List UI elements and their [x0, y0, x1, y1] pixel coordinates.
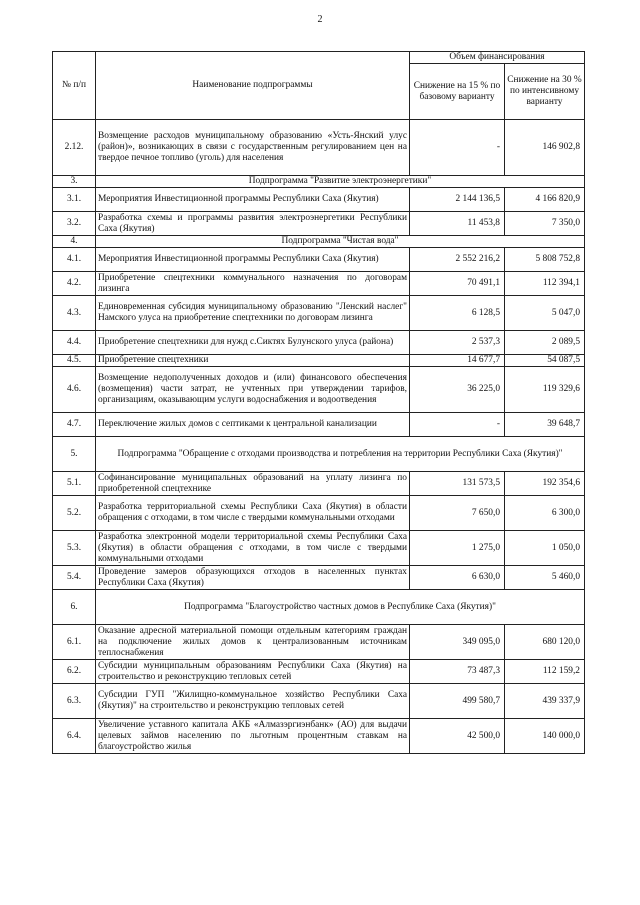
- header-reduction-30: Снижение на 30 % по интенсивному варианту: [505, 64, 585, 120]
- value-reduction-30: 5 047,0: [505, 296, 585, 331]
- table-row: [53, 496, 585, 531]
- row-number: 4.1.: [53, 248, 96, 272]
- value-reduction-30: 39 648,7: [505, 413, 585, 437]
- table-row: [53, 367, 585, 413]
- table-row: [53, 212, 585, 236]
- value-reduction-30: 5 460,0: [505, 566, 585, 590]
- value-reduction-15: 70 491,1: [410, 272, 505, 296]
- row-number: 5.: [53, 437, 96, 472]
- value-reduction-30: 439 337,9: [505, 684, 585, 719]
- value-reduction-15: 73 487,3: [410, 660, 505, 684]
- row-name: Оказание адресной материальной помощи отдельным категориям граждан на подключение жилых домов к централизованным источникам теплоснабжения: [96, 625, 410, 660]
- value-reduction-30: 112 394,1: [505, 272, 585, 296]
- section-title: Подпрограмма "Развитие электроэнергетики": [96, 176, 585, 188]
- row-name: Субсидии ГУП "Жилищно-коммунальное хозяйство Республики Саха (Якутия)" на строительство и реконструкцию тепловых сетей: [96, 684, 410, 719]
- table-row: [53, 188, 585, 212]
- table-row: [53, 531, 585, 566]
- value-reduction-15: 6 630,0: [410, 566, 505, 590]
- row-name: Разработка электронной модели территориальной схемы Республики Саха (Якутия) в области обращения с отходами, в том числе с твердыми коммунальными отходами: [96, 531, 410, 566]
- row-number: 2.12.: [53, 120, 96, 176]
- value-reduction-15: 14 677,7: [410, 355, 505, 367]
- row-number: 3.2.: [53, 212, 96, 236]
- row-name: Мероприятия Инвестиционной программы Республики Саха (Якутия): [96, 188, 410, 212]
- row-number: 6.2.: [53, 660, 96, 684]
- section-title: Подпрограмма "Чистая вода": [96, 236, 585, 248]
- table-row: [53, 684, 585, 719]
- row-name: Единовременная субсидия муниципальному образованию "Ленский наслег" Намского улуса на приобретение спецтехники по договорам лизинга: [96, 296, 410, 331]
- table-row: [53, 625, 585, 660]
- table-row: [53, 472, 585, 496]
- row-number: 5.4.: [53, 566, 96, 590]
- table-row: [53, 413, 585, 437]
- row-number: 6.3.: [53, 684, 96, 719]
- value-reduction-30: 680 120,0: [505, 625, 585, 660]
- table-row: [53, 272, 585, 296]
- row-number: 4.6.: [53, 367, 96, 413]
- row-number: 3.: [53, 176, 96, 188]
- financing-table: [52, 51, 585, 754]
- value-reduction-15: 1 275,0: [410, 531, 505, 566]
- row-name: Разработка схемы и программы развития электроэнергетики Республики Саха (Якутия): [96, 212, 410, 236]
- row-name: Разработка территориальной схемы Республики Саха (Якутия) в области обращения с отходами, в том числе с твердыми коммунальными отходами: [96, 496, 410, 531]
- row-name: Проведение замеров образующихся отходов в населенных пунктах Республики Саха (Якутия): [96, 566, 410, 590]
- table-body: [53, 120, 585, 754]
- value-reduction-15: 2 144 136,5: [410, 188, 505, 212]
- table-row: [53, 355, 585, 367]
- row-number: 5.2.: [53, 496, 96, 531]
- value-reduction-15: 2 537,3: [410, 331, 505, 355]
- value-reduction-15: 11 453,8: [410, 212, 505, 236]
- table-row: [53, 248, 585, 272]
- value-reduction-30: 140 000,0: [505, 719, 585, 754]
- header-reduction-15: Снижение на 15 % по базовому варианту: [410, 64, 505, 120]
- row-number: 4.5.: [53, 355, 96, 367]
- row-number: 5.3.: [53, 531, 96, 566]
- value-reduction-30: 2 089,5: [505, 331, 585, 355]
- row-name: Возмещение расходов муниципальному образованию «Усть-Янский улус (район)», возникающих в связи с государственным регулированием цен на твердое печное топливо (уголь) для населения: [96, 120, 410, 176]
- value-reduction-30: 6 300,0: [505, 496, 585, 531]
- value-reduction-15: 131 573,5: [410, 472, 505, 496]
- header-financing-volume: Объем финансирования: [410, 52, 585, 64]
- value-reduction-30: 146 902,8: [505, 120, 585, 176]
- value-reduction-15: 499 580,7: [410, 684, 505, 719]
- value-reduction-30: 1 050,0: [505, 531, 585, 566]
- row-name: Увеличение уставного капитала АКБ «Алмазэргиэнбанк» (АО) для выдачи целевых займов населению по льготным процентным ставкам на благоустройство жилья: [96, 719, 410, 754]
- row-number: 6.4.: [53, 719, 96, 754]
- row-number: 4.7.: [53, 413, 96, 437]
- table-row: [53, 296, 585, 331]
- row-name: Приобретение спецтехники: [96, 355, 410, 367]
- row-number: 5.1.: [53, 472, 96, 496]
- value-reduction-30: 7 350,0: [505, 212, 585, 236]
- value-reduction-30: 5 808 752,8: [505, 248, 585, 272]
- header-number: № п/п: [53, 52, 96, 120]
- header-subprogram-name: Наименование подпрограммы: [96, 52, 410, 120]
- value-reduction-15: 36 225,0: [410, 367, 505, 413]
- value-reduction-15: 349 095,0: [410, 625, 505, 660]
- row-name: Приобретение спецтехники для нужд с.Сиктях Булунского улуса (района): [96, 331, 410, 355]
- value-reduction-30: 192 354,6: [505, 472, 585, 496]
- table-row: [53, 331, 585, 355]
- row-number: 4.: [53, 236, 96, 248]
- value-reduction-15: 2 552 216,2: [410, 248, 505, 272]
- row-name: Софинансирование муниципальных образований на уплату лизинга по приобретенной спецтехнике: [96, 472, 410, 496]
- row-name: Приобретение спецтехники коммунального назначения по договорам лизинга: [96, 272, 410, 296]
- value-reduction-15: 7 650,0: [410, 496, 505, 531]
- table-row: [53, 566, 585, 590]
- row-number: 6.: [53, 590, 96, 625]
- value-reduction-30: 119 329,6: [505, 367, 585, 413]
- value-reduction-30: 54 087,5: [505, 355, 585, 367]
- table-row: [53, 660, 585, 684]
- row-name: Субсидии муниципальным образованиям Республики Саха (Якутия) на строительство и реконструкцию тепловых сетей: [96, 660, 410, 684]
- value-reduction-15: -: [410, 413, 505, 437]
- section-row: [53, 437, 585, 472]
- value-reduction-30: 112 159,2: [505, 660, 585, 684]
- row-number: 3.1.: [53, 188, 96, 212]
- table-row: [53, 120, 585, 176]
- value-reduction-15: 6 128,5: [410, 296, 505, 331]
- section-row: [53, 236, 585, 248]
- row-number: 6.1.: [53, 625, 96, 660]
- section-title: Подпрограмма "Обращение с отходами производства и потребления на территории Республики Саха (Якутия)": [96, 437, 585, 472]
- page-number: 2: [317, 14, 323, 25]
- row-number: 4.4.: [53, 331, 96, 355]
- row-name: Мероприятия Инвестиционной программы Республики Саха (Якутия): [96, 248, 410, 272]
- value-reduction-30: 4 166 820,9: [505, 188, 585, 212]
- table-row: [53, 719, 585, 754]
- section-row: [53, 590, 585, 625]
- section-title: Подпрограмма "Благоустройство частных домов в Республике Саха (Якутия)": [96, 590, 585, 625]
- section-row: [53, 176, 585, 188]
- value-reduction-15: -: [410, 120, 505, 176]
- row-name: Возмещение недополученных доходов и (или) финансового обеспечения (возмещения) части затрат, не учтенных при утверждении тарифов, организациям, оказывающим услуги водоснабжения и водоотведения: [96, 367, 410, 413]
- row-number: 4.2.: [53, 272, 96, 296]
- value-reduction-15: 42 500,0: [410, 719, 505, 754]
- row-number: 4.3.: [53, 296, 96, 331]
- row-name: Переключение жилых домов с септиками к центральной канализации: [96, 413, 410, 437]
